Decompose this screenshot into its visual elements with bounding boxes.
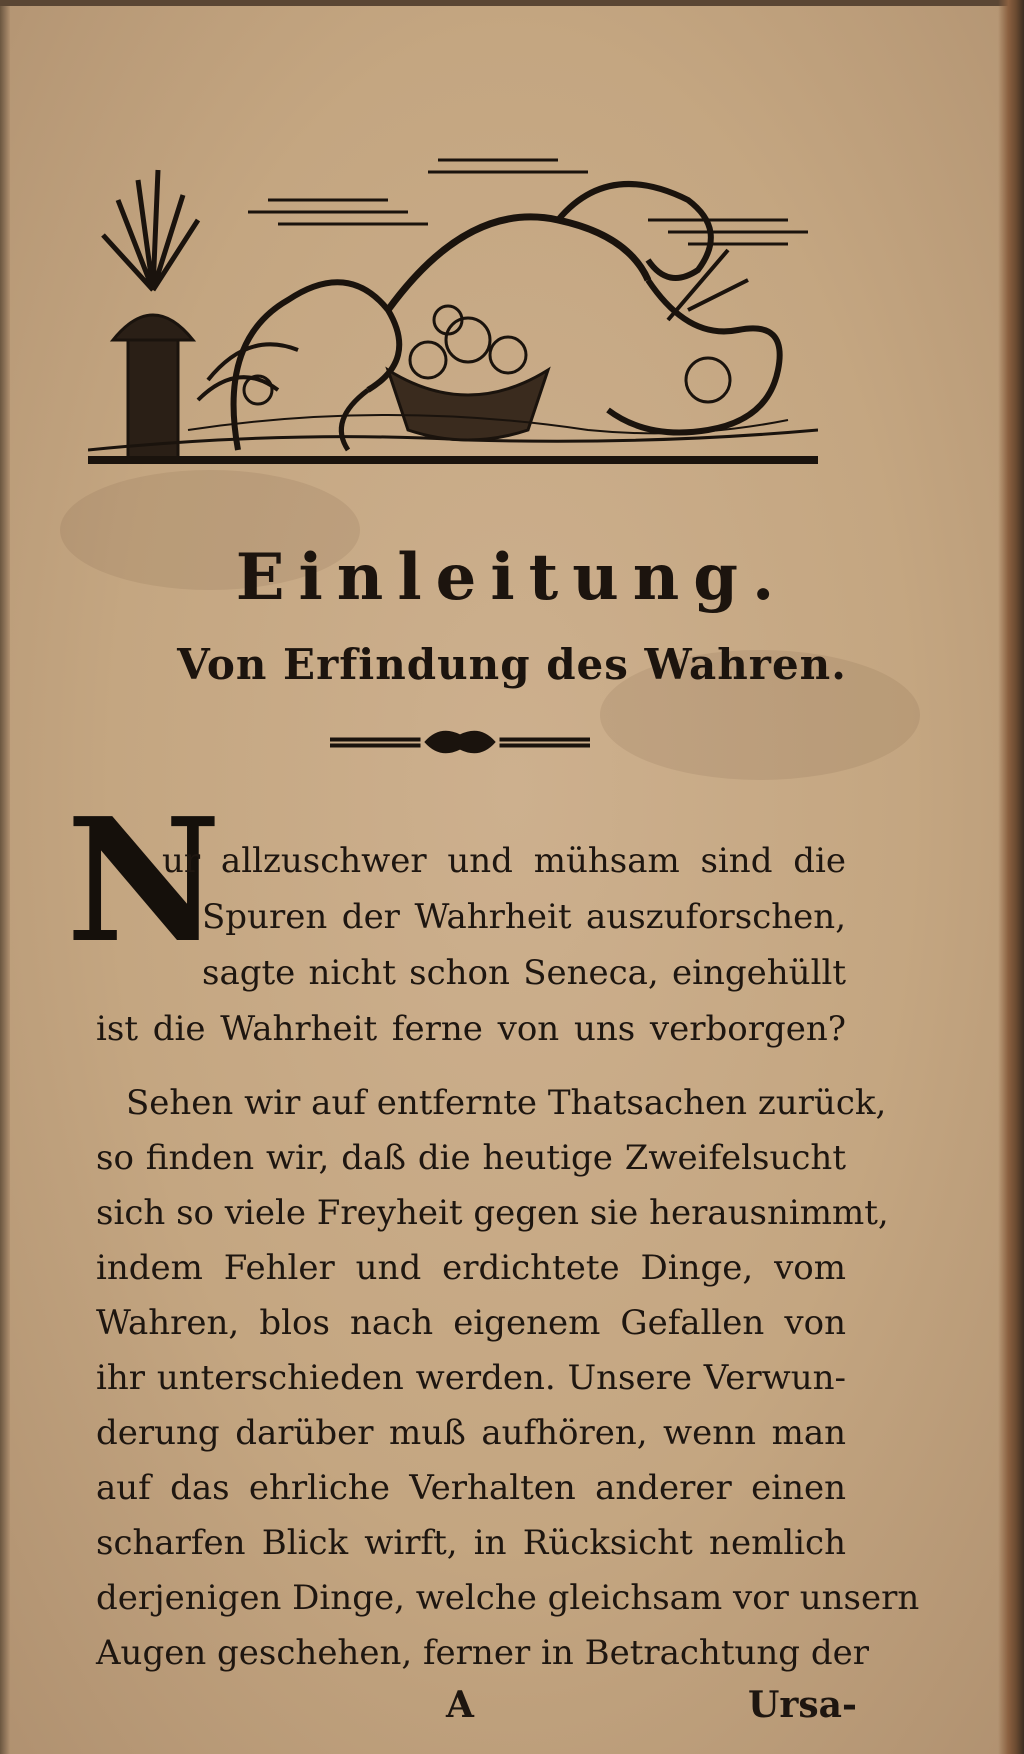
page-edge-top: [0, 0, 1024, 6]
text-line: so finden wir, daß die heutige Zweifelsucht: [96, 1138, 846, 1178]
drop-cap: N: [66, 781, 222, 981]
text-line: ur allzuschwer und mühsam sind die: [162, 841, 846, 881]
chapter-title: Einleitung.: [235, 540, 789, 615]
text-line: scharfen Blick wirft, in Rücksicht nemlich: [96, 1523, 846, 1563]
text-line: Spuren der Wahrheit auszuforschen,: [202, 897, 846, 937]
text-line: derung darüber muß aufhören, wenn man: [96, 1413, 846, 1453]
text-line: Augen geschehen, ferner in Betrachtung der: [96, 1633, 869, 1673]
text-line: indem Fehler und erdichtete Dinge, vom: [96, 1248, 846, 1288]
text-line: sagte nicht schon Seneca, eingehüllt: [202, 953, 846, 993]
text-line: derjenigen Dinge, welche gleichsam vor unsern: [96, 1578, 920, 1618]
page-edge-left: [0, 0, 10, 1754]
catchword: Ursa-: [748, 1684, 857, 1726]
book-fore-edge: [998, 0, 1024, 1754]
divider-ornament: [330, 725, 590, 759]
text-line: sich so viele Freyheit gegen sie herausnimmt,: [96, 1193, 889, 1233]
text-line: auf das ehrliche Verhalten anderer einen: [96, 1468, 846, 1508]
signature-mark: A: [446, 1684, 474, 1726]
text-line: ihr unterschieden werden. Unsere Verwun-: [96, 1358, 846, 1398]
woodcut-ornament: [88, 140, 818, 470]
text-line: Wahren, blos nach eigenem Gefallen von: [96, 1303, 846, 1343]
text-line: ist die Wahrheit ferne von uns verborgen?: [96, 1009, 846, 1049]
text-line: Sehen wir auf entfernte Thatsachen zurück,: [126, 1083, 887, 1123]
chapter-subtitle: Von Erfindung des Wahren.: [177, 640, 847, 689]
